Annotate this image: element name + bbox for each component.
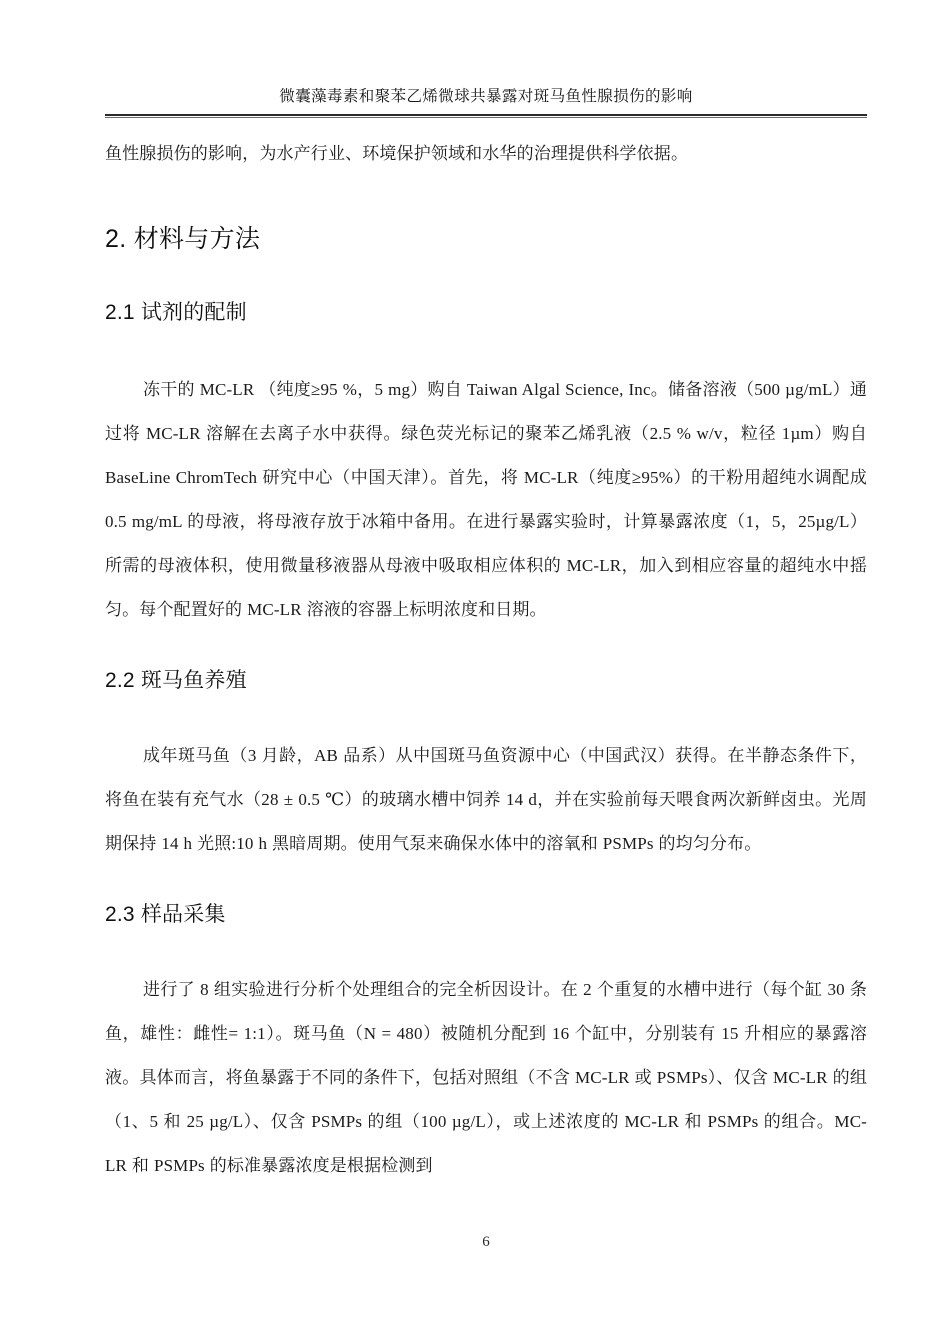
header-rule-divider — [105, 114, 867, 116]
spacer — [105, 328, 867, 368]
page-number: 6 — [482, 1234, 490, 1250]
spacer — [105, 632, 867, 666]
spacer — [105, 866, 867, 900]
paragraph-2-1: 冻干的 MC-LR （纯度≥95 %，5 mg）购自 Taiwan Algal Science, Inc。储备溶液（500 µg/mL）通过将 MC-LR 溶解在去离子水中获得。绿色荧光标记的聚苯乙烯乳液（2.5 % w/v，粒径 1µm）购自 BaseLine ChromTech 研究中心（中国天津）。首先，将 MC-LR（纯度≥95%）的干粉用超纯水调配成 0.5 mg/mL 的母液，将母液存放于冰箱中备用。在进行暴露实验时，计算暴露浓度（1，5，25µg/L）所需的母液体积，使用微量移液器从母液中吸取相应体积的 MC-LR，加入到相应容量的超纯水中摇匀。每个配置好的 MC-LR 溶液的容器上标明浓度和日期。 — [105, 380, 867, 619]
paragraph-2-2: 成年斑马鱼（3 月龄，AB 品系）从中国斑马鱼资源中心（中国武汉）获得。在半静态条件下，将鱼在装有充气水（28 ± 0.5 ℃）的玻璃水槽中饲养 14 d，并在实验前每天喂食两次新鲜卤虫。光周期保持 14 h 光照:10 h 黑暗周期。使用气泵来确保水体中的溶氧和 PSMPs 的均匀分布。 — [105, 746, 867, 853]
page-content — [105, 132, 867, 1188]
paragraph-2-3: 进行了 8 组实验进行分析个处理组合的完全析因设计。在 2 个重复的水槽中进行（每个缸 30 条鱼，雄性：雌性= 1:1）。斑马鱼（N = 480）被随机分配到 16 个缸中，分别装有 15 升相应的暴露溶液。具体而言，将鱼暴露于不同的条件下，包括对照组（不含 MC-LR 或 PSMPs）、仅含 MC-LR 的组（1、5 和 25 µg/L）、仅含 PSMPs 的组（100 µg/L），或上述浓度的 MC-LR 和 PSMPs 的组合。MC-LR 和 PSMPs 的标准暴露浓度是根据检测到 — [105, 980, 867, 1175]
spacer — [105, 256, 867, 298]
spacer — [105, 930, 867, 968]
section-heading-2: 2. 材料与方法 — [105, 225, 261, 253]
subsection-heading-2-2: 2.2 斑马鱼养殖 — [105, 669, 247, 692]
subsection-heading-2-1: 2.1 试剂的配制 — [105, 301, 247, 324]
running-header: 微囊藻毒素和聚苯乙烯微球共暴露对斑马鱼性腺损伤的影响 — [279, 88, 693, 105]
spacer — [105, 176, 867, 222]
subsection-heading-2-3: 2.3 样品采集 — [105, 903, 226, 926]
spacer — [105, 696, 867, 734]
continued-paragraph: 鱼性腺损伤的影响，为水产行业、环境保护领域和水华的治理提供科学依据。 — [105, 144, 689, 163]
